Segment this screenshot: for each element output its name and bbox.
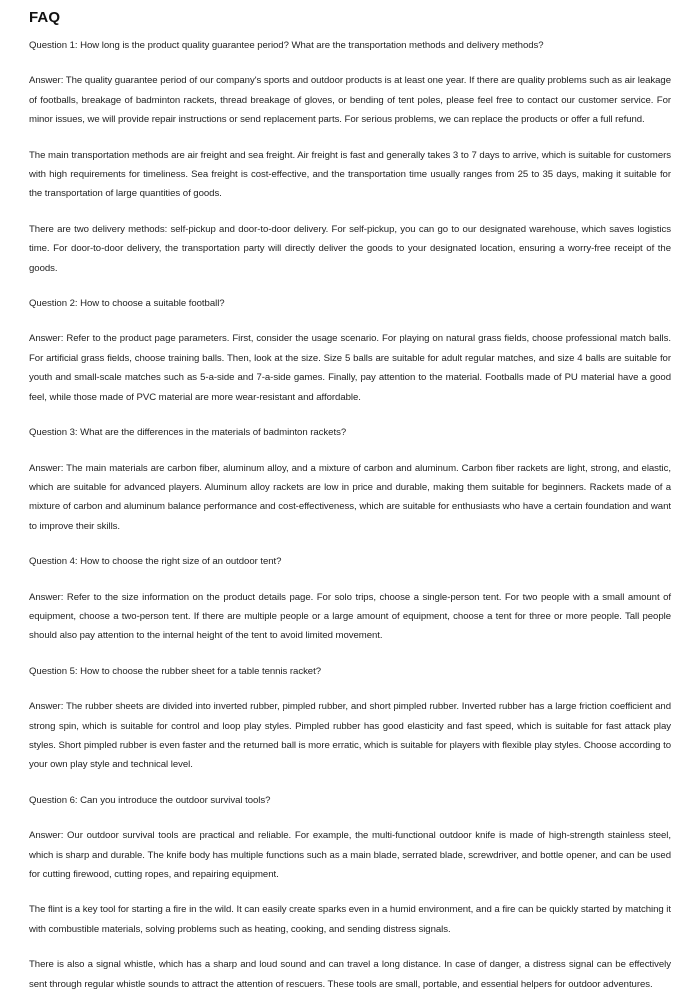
answer-3-paragraph-1: Answer: The main materials are carbon fiber, aluminum alloy, and a mixture of carbon and aluminum. Carbon fiber rackets are light, strong, and elastic, which are suitable for advanced players. Aluminum alloy rackets are low in price and durable, making them suitable for beginners. Rackets made of a mixture of carbon and aluminum balance performance and cost-effectiveness, which are suitable for enthusiasts who have a certain foundation and want to improve their skills. [29,462,671,532]
page-title: FAQ [29,9,61,26]
question-4: Question 4: How to choose the right size of an outdoor tent? [29,556,282,568]
question-3: Question 3: What are the differences in the materials of badminton rackets? [29,427,347,439]
question-2: Question 2: How to choose a suitable football? [29,298,225,310]
answer-1-paragraph-1: Answer: The quality guarantee period of our company's sports and outdoor products is at least one year. If there are quality problems such as air leakage of footballs, breakage of badminton rackets, thread breakage of gloves, or bending of tent poles, please feel free to contact our customer service. For minor issues, we will provide repair instructions or send replacement parts. For serious problems, we can replace the products or offer a full refund. [29,75,671,126]
answer-5-paragraph-1: Answer: The rubber sheets are divided into inverted rubber, pimpled rubber, and short pimpled rubber. Inverted rubber has a large friction coefficient and strong spin, which is suitable for control and loop play styles. Pimpled rubber has good elasticity and fast speed, which is suitable for fast attack play styles. Short pimpled rubber is even faster and the returned ball is more erratic, which is suitable for players with flexible play styles. Choose according to your own play style and technical level. [29,701,671,771]
question-1: Question 1: How long is the product quality guarantee period? What are the transportation methods and delivery methods? [29,40,544,51]
question-5: Question 5: How to choose the rubber sheet for a table tennis racket? [29,665,321,677]
answer-6-paragraph-2: The flint is a key tool for starting a fire in the wild. It can easily create sparks even in a humid environment, and a fire can be quickly started by matching it with combustible materials, solving problems such as heating, cooking, and sending distress signals. [29,904,671,935]
answer-4-paragraph-1: Answer: Refer to the size information on the product details page. For solo trips, choose a single-person tent. For two people with a small amount of equipment, choose a two-person tent. If there are multiple people or a large amount of equipment, choose a tent for three or more people. Tall people should also pay attention to the internal height of the tent to avoid limited movement. [29,591,671,642]
answer-1-paragraph-2: The main transportation methods are air freight and sea freight. Air freight is fast and generally takes 3 to 7 days to arrive, which is suitable for customers with high requirements for timeliness. Sea freight is cost-effective, and the transportation time usually ranges from 25 to 35 days, making it suitable for the transportation of large quantities of goods. [29,149,671,200]
answer-6-paragraph-3: There is also a signal whistle, which has a sharp and loud sound and can travel a long distance. In case of danger, a distress signal can be effectively sent through regular whistle sounds to attract the attention of rescuers. These tools are small, portable, and essential helpers for outdoor adventures. [29,959,671,990]
answer-6-paragraph-1: Answer: Our outdoor survival tools are practical and reliable. For example, the multi-functional outdoor knife is made of high-strength stainless steel, which is sharp and durable. The knife body has multiple functions such as a main blade, serrated blade, screwdriver, and bottle opener, and can be used for cutting firewood, cutting ropes, and repairing equipment. [29,830,671,880]
answer-1-paragraph-3: There are two delivery methods: self-pickup and door-to-door delivery. For self-pickup, you can go to our designated warehouse, which saves logistics time. For door-to-door delivery, the transportation party will directly deliver the goods to your designated location, ensuring a worry-free receipt of the goods. [29,223,671,274]
question-6: Question 6: Can you introduce the outdoor survival tools? [29,794,271,806]
answer-2-paragraph-1: Answer: Refer to the product page parameters. First, consider the usage scenario. For playing on natural grass fields, choose professional match balls. For artificial grass fields, choose training balls. Then, look at the size. Size 5 balls are suitable for adult regular matches, and size 4 balls are suitable for youth and small-scale matches such as 5-a-side and 7-a-side games. Finally, pay attention to the material. Footballs made of PU material have a good feel, while those made of PVC material are more wear-resistant and affordable. [29,333,671,403]
